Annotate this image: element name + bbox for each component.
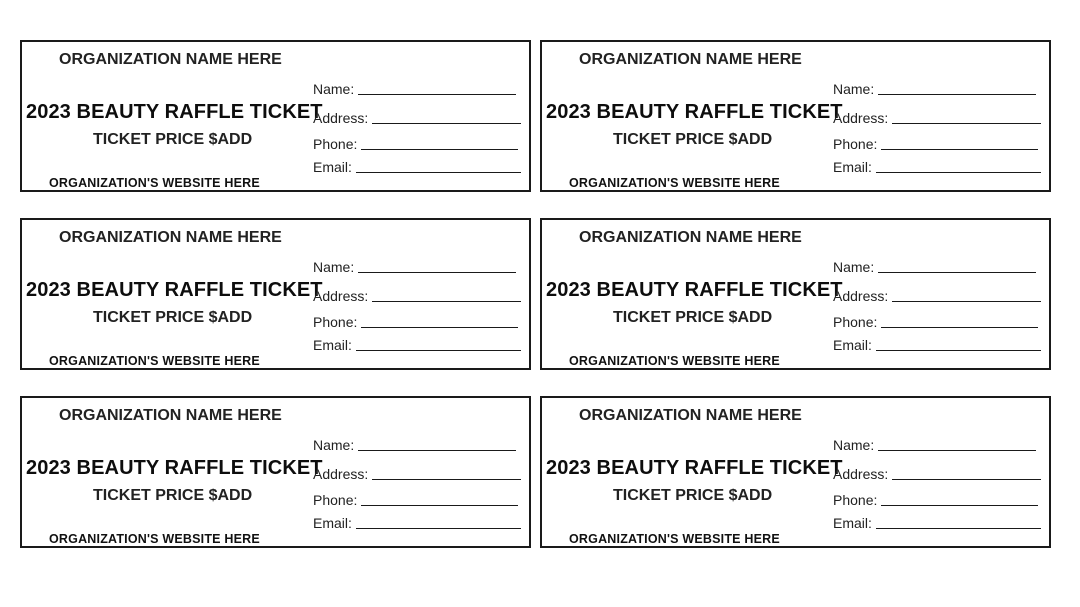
raffle-ticket xyxy=(20,40,531,192)
email-label: Email: xyxy=(313,337,352,353)
ticket-title: 2023 BEAUTY RAFFLE TICKET xyxy=(26,279,323,301)
raffle-ticket xyxy=(20,396,531,548)
name-label: Name: xyxy=(313,81,355,97)
email-field[interactable] xyxy=(313,155,521,175)
email-label: Email: xyxy=(833,337,872,353)
organization-name: ORGANIZATION NAME HERE xyxy=(59,407,282,424)
phone-field[interactable] xyxy=(313,132,518,152)
name-line[interactable] xyxy=(878,94,1036,95)
address-field[interactable] xyxy=(833,106,1041,126)
organization-name: ORGANIZATION NAME HERE xyxy=(579,51,802,68)
email-label: Email: xyxy=(313,159,352,175)
raffle-ticket xyxy=(20,218,531,370)
phone-label: Phone: xyxy=(833,314,878,330)
raffle-ticket xyxy=(540,40,1051,192)
organization-website: ORGANIZATION'S WEBSITE HERE xyxy=(569,176,780,190)
ticket-price: TICKET PRICE $ADD xyxy=(613,309,773,326)
ticket-title: 2023 BEAUTY RAFFLE TICKET xyxy=(546,457,843,479)
address-line[interactable] xyxy=(892,301,1041,302)
name-field[interactable] xyxy=(833,433,1036,453)
phone-line[interactable] xyxy=(881,327,1038,328)
address-field[interactable] xyxy=(313,284,521,304)
email-line[interactable] xyxy=(356,528,521,529)
email-label: Email: xyxy=(833,515,872,531)
address-field[interactable] xyxy=(313,462,521,482)
address-field[interactable] xyxy=(313,106,521,126)
address-line[interactable] xyxy=(892,123,1041,124)
ticket-price: TICKET PRICE $ADD xyxy=(613,487,773,504)
phone-label: Phone: xyxy=(833,136,878,152)
phone-field[interactable] xyxy=(833,132,1038,152)
phone-label: Phone: xyxy=(833,492,878,508)
name-field[interactable] xyxy=(313,433,516,453)
address-line[interactable] xyxy=(372,301,521,302)
organization-website: ORGANIZATION'S WEBSITE HERE xyxy=(569,354,780,368)
ticket-price: TICKET PRICE $ADD xyxy=(93,487,253,504)
address-label: Address: xyxy=(833,110,889,126)
name-line[interactable] xyxy=(358,450,516,451)
ticket-title: 2023 BEAUTY RAFFLE TICKET xyxy=(26,101,323,123)
email-field[interactable] xyxy=(313,333,521,353)
address-line[interactable] xyxy=(372,479,521,480)
phone-field[interactable] xyxy=(313,310,518,330)
address-label: Address: xyxy=(833,466,889,482)
name-label: Name: xyxy=(833,81,875,97)
email-field[interactable] xyxy=(833,511,1041,531)
raffle-ticket xyxy=(540,218,1051,370)
address-label: Address: xyxy=(833,288,889,304)
email-line[interactable] xyxy=(876,528,1041,529)
ticket-price: TICKET PRICE $ADD xyxy=(93,131,253,148)
address-label: Address: xyxy=(313,288,369,304)
phone-line[interactable] xyxy=(361,327,518,328)
name-label: Name: xyxy=(833,259,875,275)
email-line[interactable] xyxy=(876,350,1041,351)
name-field[interactable] xyxy=(313,255,516,275)
address-line[interactable] xyxy=(892,479,1041,480)
email-line[interactable] xyxy=(356,172,521,173)
address-label: Address: xyxy=(313,110,369,126)
phone-label: Phone: xyxy=(313,492,358,508)
ticket-title: 2023 BEAUTY RAFFLE TICKET xyxy=(546,279,843,301)
phone-line[interactable] xyxy=(361,505,518,506)
raffle-ticket xyxy=(540,396,1051,548)
ticket-title: 2023 BEAUTY RAFFLE TICKET xyxy=(546,101,843,123)
phone-line[interactable] xyxy=(881,149,1038,150)
email-field[interactable] xyxy=(313,511,521,531)
phone-field[interactable] xyxy=(313,488,518,508)
email-line[interactable] xyxy=(356,350,521,351)
email-line[interactable] xyxy=(876,172,1041,173)
phone-label: Phone: xyxy=(313,314,358,330)
name-line[interactable] xyxy=(878,450,1036,451)
email-label: Email: xyxy=(833,159,872,175)
phone-field[interactable] xyxy=(833,310,1038,330)
organization-website: ORGANIZATION'S WEBSITE HERE xyxy=(569,532,780,546)
phone-line[interactable] xyxy=(361,149,518,150)
name-field[interactable] xyxy=(833,255,1036,275)
organization-name: ORGANIZATION NAME HERE xyxy=(579,407,802,424)
address-field[interactable] xyxy=(833,284,1041,304)
name-field[interactable] xyxy=(313,77,516,97)
name-line[interactable] xyxy=(358,94,516,95)
ticket-price: TICKET PRICE $ADD xyxy=(613,131,773,148)
organization-name: ORGANIZATION NAME HERE xyxy=(579,229,802,246)
organization-name: ORGANIZATION NAME HERE xyxy=(59,229,282,246)
organization-website: ORGANIZATION'S WEBSITE HERE xyxy=(49,176,260,190)
email-label: Email: xyxy=(313,515,352,531)
name-line[interactable] xyxy=(358,272,516,273)
organization-website: ORGANIZATION'S WEBSITE HERE xyxy=(49,354,260,368)
address-field[interactable] xyxy=(833,462,1041,482)
phone-label: Phone: xyxy=(313,136,358,152)
organization-website: ORGANIZATION'S WEBSITE HERE xyxy=(49,532,260,546)
name-line[interactable] xyxy=(878,272,1036,273)
organization-name: ORGANIZATION NAME HERE xyxy=(59,51,282,68)
email-field[interactable] xyxy=(833,155,1041,175)
phone-line[interactable] xyxy=(881,505,1038,506)
name-label: Name: xyxy=(313,437,355,453)
ticket-price: TICKET PRICE $ADD xyxy=(93,309,253,326)
phone-field[interactable] xyxy=(833,488,1038,508)
email-field[interactable] xyxy=(833,333,1041,353)
name-field[interactable] xyxy=(833,77,1036,97)
name-label: Name: xyxy=(313,259,355,275)
ticket-title: 2023 BEAUTY RAFFLE TICKET xyxy=(26,457,323,479)
name-label: Name: xyxy=(833,437,875,453)
address-label: Address: xyxy=(313,466,369,482)
address-line[interactable] xyxy=(372,123,521,124)
